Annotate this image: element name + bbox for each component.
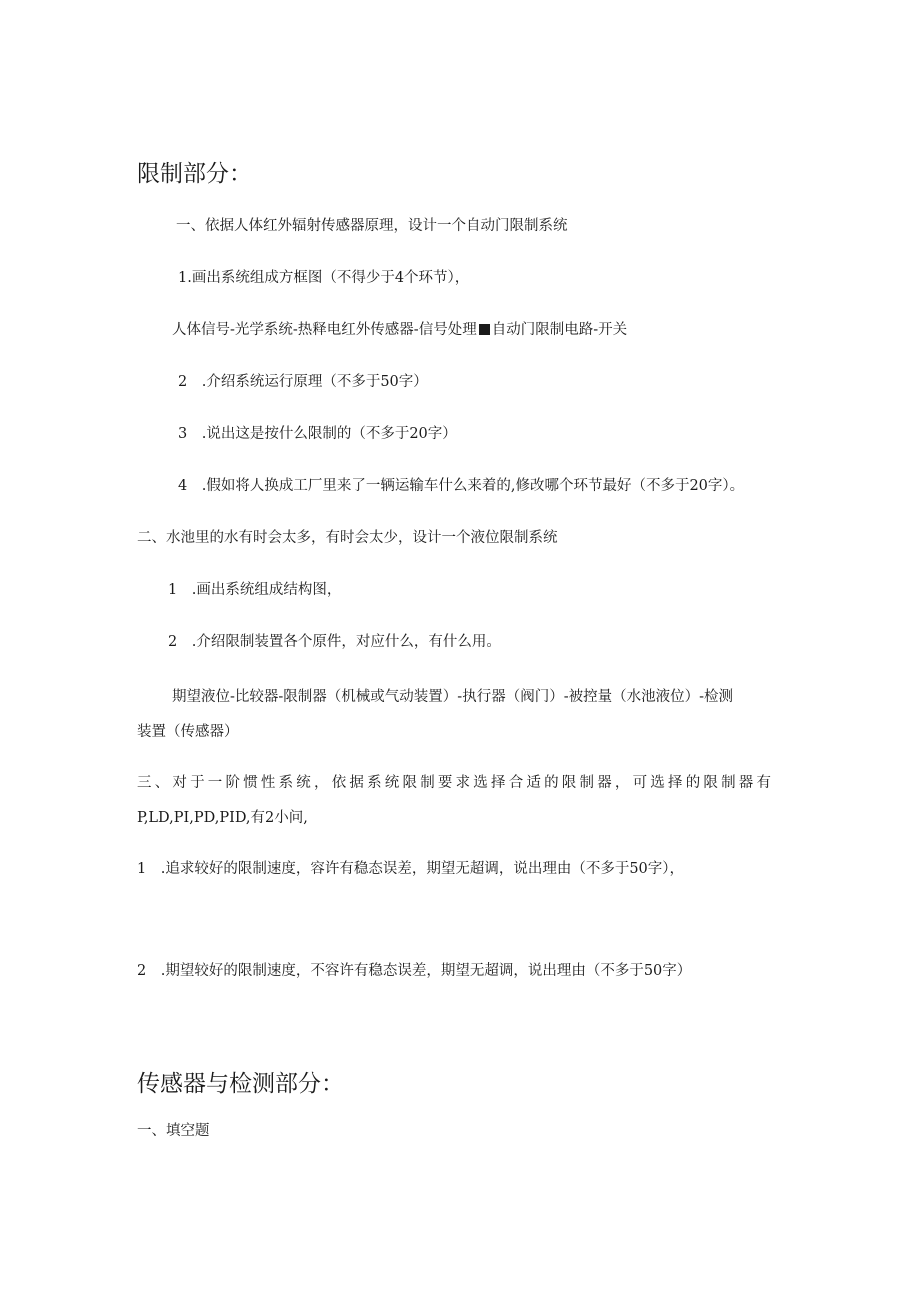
question-1-item-1: 1.画出系统组成方框图（不得少于4个环节）， [178,270,470,286]
question-1-title: 一、依据人体红外辐射传感器原理，设计一个自动门限制系统 [176,218,568,234]
question-3-title-line-1: 三、对于一阶惯性系统，依据系统限制要求选择合适的限制器，可选择的限制器有 [137,775,775,791]
question-1-answer [172,320,627,340]
question-2-item-1: 1 .画出系统组成结构图， [168,582,342,598]
question-2-title: 二、水池里的水有时会太多，有时会太少，设计一个液位限制系统 [137,530,558,546]
question-2-answer-line-2: 装置（传感器） [137,724,239,740]
answer-part-b: 自动门限制电路-开关 [491,322,628,338]
question-1-item-4: 4 .假如将人换成工厂里来了一辆运输车什么来着的,修改哪个环节最好（不多于20字）。 [178,478,745,494]
section-heading-sensors: 传感器与检测部分： [137,1071,344,1097]
answer-part-a: 人体信号-光学系统-热释电红外传感器-信号处理 [172,322,477,338]
question-3-title-line-2: P,LD,PI,PD,PID,有2小问, [137,810,308,826]
black-square-icon [479,324,490,335]
fill-in-blank-title: 一、填空题 [137,1123,210,1139]
question-1-item-3: 3 .说出这是按什么限制的（不多于20字） [178,426,457,442]
section-heading-control: 限制部分： [137,161,252,187]
question-2-answer-line-1: 期望液位-比较器-限制器（机械或气动装置）-执行器（阀门）-被控量（水池液位）-检测 [172,689,733,705]
question-3-item-2: 2 .期望较好的限制速度，不容许有稳态误差，期望无超调，说出理由（不多于50字） [137,963,692,979]
question-1-item-2: 2 .介绍系统运行原理（不多于50字） [178,374,428,390]
question-3-item-1: 1 .追求较好的限制速度，容许有稳态误差，期望无超调，说出理由（不多于50字）， [137,861,685,877]
question-2-item-2: 2 .介绍限制装置各个原件，对应什么，有什么用。 [168,634,501,650]
